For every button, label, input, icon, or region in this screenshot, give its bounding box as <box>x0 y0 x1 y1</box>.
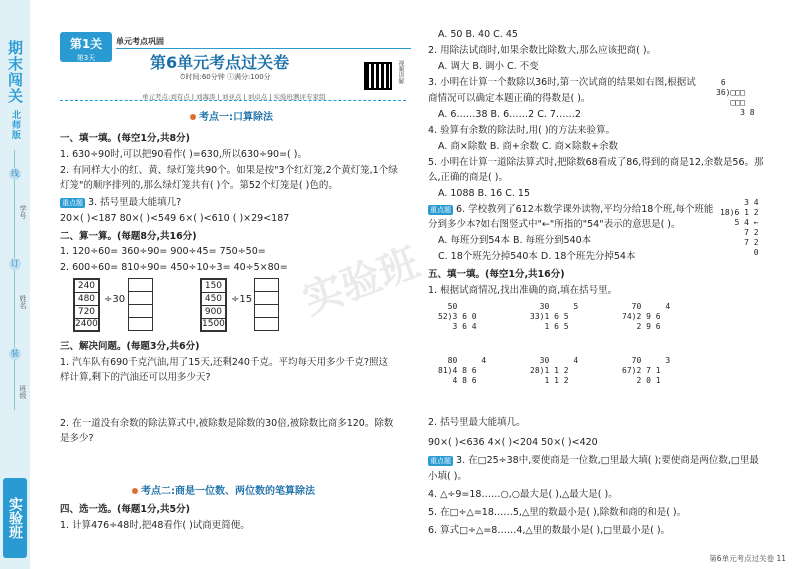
division-exercise: 30 4 28)1 1 2 1 1 2 <box>530 356 579 385</box>
question-text: 5. 在□÷△=18……5,△里的数最小是( ),除数和商的和是( )。 <box>428 507 687 518</box>
question-heading: 一、填一填。(每空1分,共8分) <box>60 133 191 144</box>
answer-array[interactable] <box>128 278 153 331</box>
question-text: 灯笼"的顺序排列的,那么绿灯笼共有( )个。第52个灯笼是( )色的。 <box>60 180 338 191</box>
question-text: 商情况可以确定本题正确的得数是( )。 <box>428 93 591 104</box>
option-row: C. 18个班先分掉540本 D. 18个班先分掉54本 <box>438 251 636 262</box>
key-tag: 重点题 <box>430 206 451 214</box>
question-text: 4. 验算有余数的除法时,用( )的方法来验算。 <box>428 125 616 136</box>
question-text: 么,正确的商是( )。 <box>428 172 508 183</box>
array-cell: 450 <box>201 292 226 305</box>
side-circle: 装 <box>11 349 19 358</box>
question-text: 2. 在一道没有余数的除法算式中,被除数是除数的30倍,被除数比商多120。除数 <box>60 418 394 429</box>
side-circle: 线 <box>11 169 19 178</box>
question-text: 2. 括号里最大能填几。 <box>428 417 526 428</box>
page-footer: 第6单元考点过关卷 11 <box>709 554 786 563</box>
question-text: 6. 算式□÷△=8……4,△里的数最小是( ),□里最小是( )。 <box>428 525 671 536</box>
section-heading: 考点一:口算除法 <box>190 108 273 123</box>
division-exercise: 70 3 67)2 7 1 2 0 1 <box>622 356 671 385</box>
array-cell: 1500 <box>202 319 225 330</box>
array-cell: 2400 <box>75 319 98 330</box>
division-figure: 3 4 18)6 1 2 5 4 ← 7 2 7 2 0 <box>720 198 759 257</box>
array-cell: 720 <box>74 305 99 318</box>
side-label: 学号 <box>19 205 27 219</box>
operator-label: ÷15 <box>231 294 253 305</box>
key-tag: 重点题 <box>62 199 83 207</box>
array-cell: 900 <box>201 305 226 318</box>
question-text: 重点题 3. 在□25÷38中,要使商是一位数,□里最大填( );要使商是两位数,□里最 <box>430 455 759 466</box>
question-text: 1. 630÷90时,可以把90看作( )=630,所以630÷90=( )。 <box>60 149 307 160</box>
calc-array <box>200 278 227 332</box>
operator-label: ÷30 <box>104 294 126 305</box>
option-row: A. 50 B. 40 C. 45 <box>438 29 518 40</box>
brand-logo: 实验班 <box>3 478 27 558</box>
question-text: 样计算,剩下的汽油还可以用多少天? <box>60 372 211 383</box>
question-text: 1. 汽车队有690千克汽油,用了15天,还剩240千克。平均每天用多少千克?照这 <box>60 357 389 368</box>
key-tag: 重点题 <box>430 457 451 465</box>
side-title: 期末闯关 北师版 <box>6 40 24 141</box>
question-text: 1. 计算476÷48时,把48看作( )试商更简便。 <box>60 520 250 531</box>
array-cell: 150 <box>201 279 226 292</box>
question-heading: 二、算一算。(每题8分,共16分) <box>60 231 197 242</box>
qr-code-icon[interactable] <box>364 62 392 90</box>
exam-meta: ⏱时间:60分钟 ⓘ满分:100分 <box>180 73 271 81</box>
question-heading: 五、填一填。(每空1分,共16分) <box>428 269 565 280</box>
option-row: A. 每班分到54本 B. 每班分到540本 <box>438 235 592 246</box>
array-cell: 240 <box>74 279 99 292</box>
division-exercise: 50 52)3 6 0 3 6 4 <box>438 302 477 331</box>
divider <box>116 48 411 49</box>
option-row: A. 商×除数 B. 商+余数 C. 商×除数+余数 <box>438 141 618 152</box>
array-cell: 480 <box>74 292 99 305</box>
option-row: A. 调大 B. 调小 C. 不变 <box>438 61 539 72</box>
question-text: 是多少? <box>60 433 94 444</box>
question-text: 4. △÷9=18……○,○最大是( ),△最大是( )。 <box>428 489 618 500</box>
unit-review-label: 单元考点巩固 <box>116 37 164 46</box>
credit-line: 单元考点:刘有点 | 刘海涛 | 刘亚点 | 刘卓点 | 实验班测评专家组 <box>142 93 326 101</box>
question-text: 5. 小明在计算一道除法算式时,把除数68看成了86,得到的商是12,余数是56。那 <box>428 157 764 168</box>
question-text: 1. 120÷60= 360÷90= 900÷45= 750÷50= <box>60 246 266 257</box>
division-exercise: 70 4 74)2 9 6 2 9 6 <box>622 302 671 331</box>
section-heading: 考点二:商是一位数、两位数的笔算除法 <box>132 482 315 497</box>
side-label: 姓名 <box>19 295 27 309</box>
side-label: 班级 <box>19 385 27 399</box>
division-exercise: 30 5 33)1 6 5 1 6 5 <box>530 302 579 331</box>
page-title: 第6单元考点过关卷 <box>150 53 290 72</box>
side-circle: 订 <box>11 259 19 268</box>
division-figure: 6 36)□□□ □□□ 3 8 <box>716 78 755 117</box>
watermark: 实验班 <box>296 239 426 324</box>
question-text: 小填( )。 <box>428 471 467 482</box>
question-text: 重点题 3. 括号里最大能填几? <box>62 197 182 208</box>
question-text: 重点题 6. 学校教列了612本数学课外读物,平均分给18个班,每个班能 <box>430 204 714 215</box>
question-text: 3. 小明在计算一个数除以36时,第一次试商的结果如右图,根据试 <box>428 77 696 88</box>
qr-label: 视频讲解 <box>397 60 404 84</box>
question-text: 20×( )<187 80×( )<549 6×( )<610 ( )×29<187 <box>60 213 290 224</box>
question-heading: 四、选一选。(每题1分,共5分) <box>60 504 191 515</box>
question-text: 分到多少本?如右图竖式中"←"所指的"54"表示的意思是( )。 <box>428 219 681 230</box>
answer-array[interactable] <box>254 278 279 331</box>
option-row: A. 6……38 B. 6……2 C. 7……2 <box>438 109 581 120</box>
side-line <box>14 150 15 410</box>
question-text: 2. 600÷60= 810÷90= 450÷10÷3= 40÷5×80= <box>60 262 288 273</box>
question-text: 2. 有同样大小的红、黄、绿灯笼共90个。如果是按"3个红灯笼,2个黄灯笼,1个绿 <box>60 165 398 176</box>
day-badge: 第1关 第3天 <box>60 32 112 62</box>
question-text: 2. 用除法试商时,如果余数比除数大,那么应该把商( )。 <box>428 45 657 56</box>
question-text: 90×( )<636 4×( )<204 50×( )<420 <box>428 437 598 448</box>
question-text: 1. 根据试商情况,找出准确的商,填在括号里。 <box>428 285 618 296</box>
divider <box>60 100 406 101</box>
division-exercise: 80 4 81)4 8 6 4 8 6 <box>438 356 487 385</box>
option-row: A. 1088 B. 16 C. 15 <box>438 188 530 199</box>
calc-array <box>73 278 100 332</box>
question-heading: 三、解决问题。(每题3分,共6分) <box>60 341 200 352</box>
